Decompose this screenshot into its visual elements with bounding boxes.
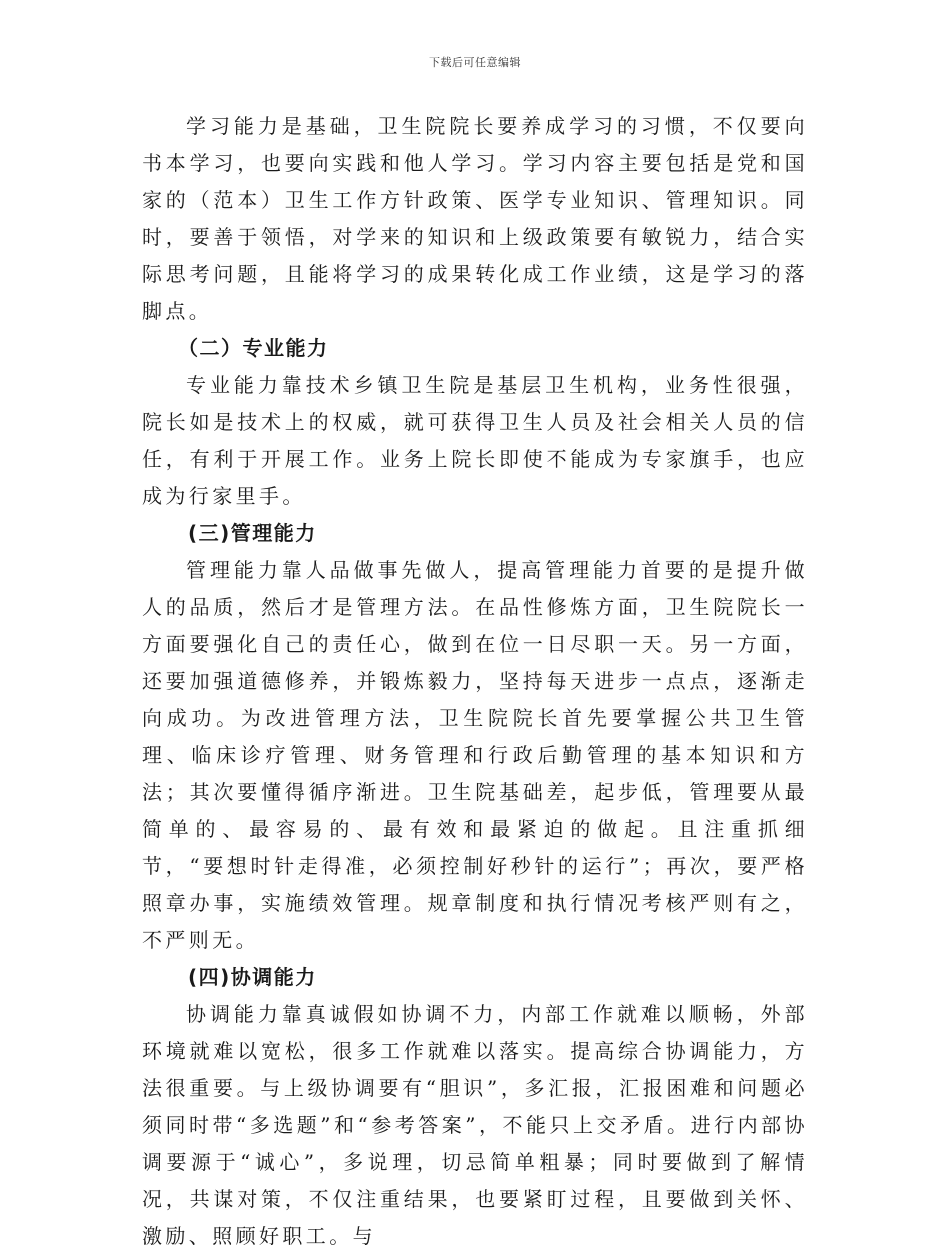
paragraph-learning-ability: 学习能力是基础，卫生院院长要养成学习的习惯，不仅要向书本学习，也要向实践和他人学习。学习内容主要包括是党和国家的（范本）卫生工作方针政策、医学专业知识、管理知识。同时，要善于领悟，对学来的知识和上级政策要有敏锐力，结合实际思考问题，且能将学习的成果转化成工作业绩，这是学习的落脚点。 (142, 114, 808, 323)
document-body (142, 108, 808, 1255)
page-header: 下载后可任意编辑 (429, 56, 521, 69)
heading-professional-ability: （二）专业能力 (178, 336, 329, 360)
paragraph-coordination-ability: 协调能力靠真诚假如协调不力，内部工作就难以顺畅，外部环境就难以宽松，很多工作就难以落实。提高综合协调能力，方法很重要。与上级协调要有“胆识”，多汇报，汇报困难和问题必须同时带“多选题”和“参考答案”，不能只上交矛盾。进行内部协调要源于“诚心”，多说理，切忌简单粗暴；同时要做到了解情况，共谋对策，不仅注重结果，也要紧盯过程，且要做到关怀、激励、照顾好职工。与 (142, 1002, 808, 1248)
paragraph-professional-ability: 专业能力靠技术乡镇卫生院是基层卫生机构，业务性很强，院长如是技术上的权威，就可获得卫生人员及社会相关人员的信任，有利于开展工作。业务上院长即使不能成为专家旗手，也应成为行家里手。 (142, 373, 808, 508)
heading-coordination-ability: (四)协调能力 (188, 965, 317, 989)
heading-management-ability: (三)管理能力 (188, 521, 317, 545)
paragraph-management-ability: 管理能力靠人品做事先做人，提高管理能力首要的是提升做人的品质，然后才是管理方法。在品性修炼方面，卫生院院长一方面要强化自己的责任心，做到在位一日尽职一天。另一方面，还要加强道德修养，并锻炼毅力，坚持每天进步一点点，逐渐走向成功。为改进管理方法，卫生院院长首先要掌握公共卫生管理、临床诊疗管理、财务管理和行政后勤管理的基本知识和方法；其次要懂得循序渐进。卫生院基础差，起步低，管理要从最简单的、最容易的、最有效和最紧迫的做起。且注重抓细节，“要想时针走得准，必须控制好秒针的运行”；再次，要严格照章办事，实施绩效管理。规章制度和执行情况考核严则有之，不严则无。 (142, 558, 808, 952)
